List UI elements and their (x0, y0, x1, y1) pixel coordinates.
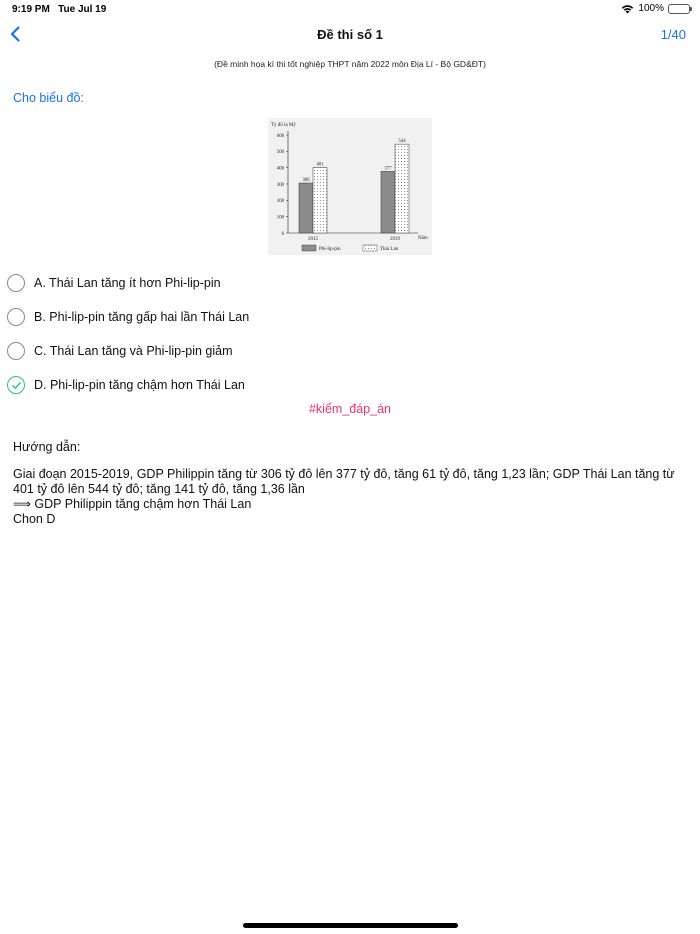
chart-y-tick-label: 500 (276, 150, 284, 156)
exam-subtitle: (Đề minh họa kì thi tốt nghiệp THPT năm 2022 môn Địa Lí - Bộ GD&ĐT) (214, 59, 486, 69)
chart-y-tick-label: 100 (276, 215, 284, 221)
chart-x-tick-label: 2019 (390, 237, 400, 242)
radio-unchecked-icon[interactable] (7, 274, 25, 292)
guide-line: Giai đoạn 2015-2019, GDP Philippin tăng từ 306 tỷ đô lên 377 tỷ đô, tăng 61 tỷ đô, tăng 1,23 lần; GDP Thái Lan tăng từ 401 tỷ đô lên 544 tỷ đô; tăng 141 tỷ đô, tăng 1,36 lần (13, 467, 675, 496)
chart-bar (395, 144, 409, 233)
check-answer-link[interactable]: #kiểm_đáp_án (308, 402, 391, 416)
chart-bar (299, 183, 313, 233)
chart-data-label: 306 (302, 178, 310, 184)
bar-chart (268, 118, 432, 255)
radio-unchecked-icon[interactable] (7, 308, 25, 326)
chart-ylabel: Tỷ đô la Mỹ (271, 123, 296, 128)
guide-line: Chon D (13, 512, 56, 526)
option-c[interactable] (7, 334, 687, 368)
question-counter[interactable]: 1/40 (660, 27, 686, 42)
chart-y-tick-label: 300 (276, 182, 284, 188)
status-time: 9:19 PM Tue Jul 19 (12, 4, 107, 15)
chart-y-tick-label: 600 (276, 133, 284, 139)
legend-label-philippines: Phi-lip-pin (319, 247, 341, 252)
chart-svg (268, 118, 432, 255)
chart-xlabel: Năm (418, 236, 428, 241)
option-a[interactable] (7, 266, 687, 300)
chart-bar (381, 171, 395, 233)
option-d[interactable] (7, 368, 687, 402)
chart-y-tick-label: 0 (281, 231, 284, 237)
chart-data-label: 377 (384, 166, 392, 172)
chart-y-tick-label: 400 (276, 166, 284, 172)
nav-bar (0, 18, 700, 50)
status-right (621, 3, 690, 14)
option-label: A. Thái Lan tăng ít hơn Phi-lip-pin (34, 276, 221, 290)
guide-line: ⟹ GDP Philippin tăng chậm hơn Thái Lan (13, 497, 252, 511)
legend-swatch-thailand (363, 245, 377, 251)
chart-data-label: 544 (398, 139, 406, 145)
guide-body (13, 467, 689, 527)
option-label: B. Phi-lip-pin tăng gấp hai lần Thái Lan (34, 310, 250, 324)
option-label: D. Phi-lip-pin tăng chậm hơn Thái Lan (34, 378, 245, 392)
question-prompt: Cho biểu đồ: (13, 91, 84, 105)
wifi-icon (621, 4, 634, 14)
option-label: C. Thái Lan tăng và Phi-lip-pin giảm (34, 344, 233, 358)
legend-label-thailand: Thái Lan (380, 247, 399, 252)
checkmark-circle-icon[interactable] (7, 376, 25, 394)
battery-icon (668, 4, 690, 14)
page-title: Đề thi số 1 (317, 27, 383, 42)
battery-percent: 100% (638, 3, 664, 14)
legend-swatch-philippines (302, 245, 316, 251)
answer-options (7, 266, 687, 402)
home-indicator[interactable] (243, 923, 458, 928)
option-b[interactable] (7, 300, 687, 334)
chart-y-tick-label: 200 (276, 199, 284, 205)
radio-unchecked-icon[interactable] (7, 342, 25, 360)
chart-x-tick-label: 2015 (308, 237, 318, 242)
chart-bar (313, 168, 327, 233)
status-bar (0, 0, 700, 18)
chart-legend (302, 245, 399, 252)
guide-title: Hướng dẫn: (13, 440, 81, 454)
chart-data-label: 401 (316, 162, 324, 168)
